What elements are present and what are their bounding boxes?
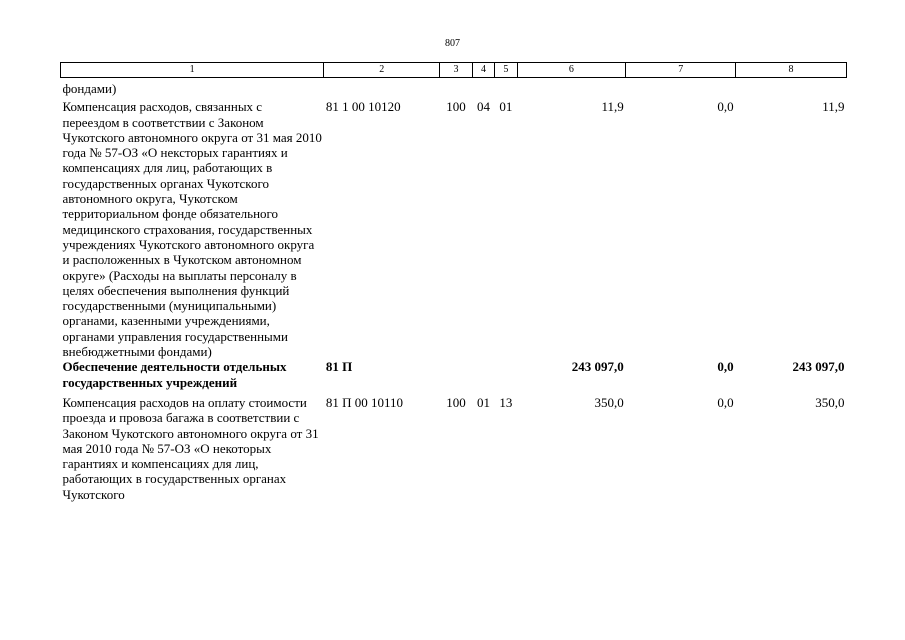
expense-name: фондами)	[62, 81, 117, 96]
table-row	[61, 359, 847, 390]
target-article-code: 81 П	[325, 359, 353, 375]
page-number: 807	[445, 38, 460, 49]
target-article-code: 81 1 00 10120	[325, 99, 401, 115]
amount-col7: 0,0	[717, 359, 734, 375]
expense-name: Компенсация расходов на оплату стоимости проезда и провоза багажа в соответствии с Законом Чукотского автономного округа от 31 мая 2010 года № 57-ОЗ «О некоторых гарантиях и компенсациях для лиц, работающих в государственных органах Чукотского	[62, 394, 319, 502]
amount-col6	[517, 78, 626, 97]
subsection-code: 13	[499, 394, 513, 410]
subsection-code	[495, 359, 517, 390]
column-number-row	[61, 63, 847, 78]
subsection-code	[495, 78, 517, 97]
column-number: 6	[517, 63, 626, 78]
column-number: 2	[324, 63, 440, 78]
amount-col8: 11,9	[822, 99, 845, 115]
column-number: 4	[472, 63, 494, 78]
expense-type-code: 100	[446, 394, 466, 410]
amount-col6: 11,9	[601, 99, 624, 115]
table-row	[61, 390, 847, 502]
amount-col7: 0,0	[717, 99, 734, 115]
target-article-code	[324, 78, 440, 97]
expense-name: Обеспечение деятельности отдельных государственных учреждений	[62, 359, 287, 390]
amount-col6: 350,0	[594, 394, 624, 410]
amount-col8: 350,0	[815, 394, 845, 410]
column-number: 5	[495, 63, 517, 78]
column-number: 7	[626, 63, 736, 78]
column-number: 3	[440, 63, 473, 78]
amount-col7: 0,0	[717, 394, 734, 410]
column-number: 1	[61, 63, 324, 78]
expense-type-code	[440, 359, 473, 390]
section-code	[472, 359, 494, 390]
amount-col6: 243 097,0	[571, 359, 624, 375]
amount-col8	[736, 78, 847, 97]
column-number: 8	[736, 63, 847, 78]
budget-table	[60, 62, 847, 502]
expense-type-code: 100	[446, 99, 466, 115]
section-code: 01	[476, 394, 490, 410]
target-article-code: 81 П 00 10110	[325, 394, 403, 410]
table-row	[61, 78, 847, 97]
section-code: 04	[476, 99, 490, 115]
subsection-code: 01	[499, 99, 513, 115]
table-row	[61, 96, 847, 359]
amount-col7	[626, 78, 736, 97]
expense-name: Компенсация расходов, связанных с переездом в соответствии с Законом Чукотского автономного округа от 31 мая 2010 года № 57-ОЗ «О нексторых гарантиях и компенсациях для лиц, работающих в государственных органах Чукотского автономного округа, Чукотском территориальном фонде обязательного медицинского страхования, государственных учреждениях Чукотского автономного округа и расположенных в Чукотском автономном округе» (Расходы на выплаты персоналу в целях обеспечения выполнения функций государственными (муниципальными) органами, казенными учреждениями, органами управления государственными внебюджетными фондами)	[62, 99, 322, 360]
section-code	[472, 78, 494, 97]
expense-type-code	[440, 78, 473, 97]
amount-col8: 243 097,0	[792, 359, 845, 375]
